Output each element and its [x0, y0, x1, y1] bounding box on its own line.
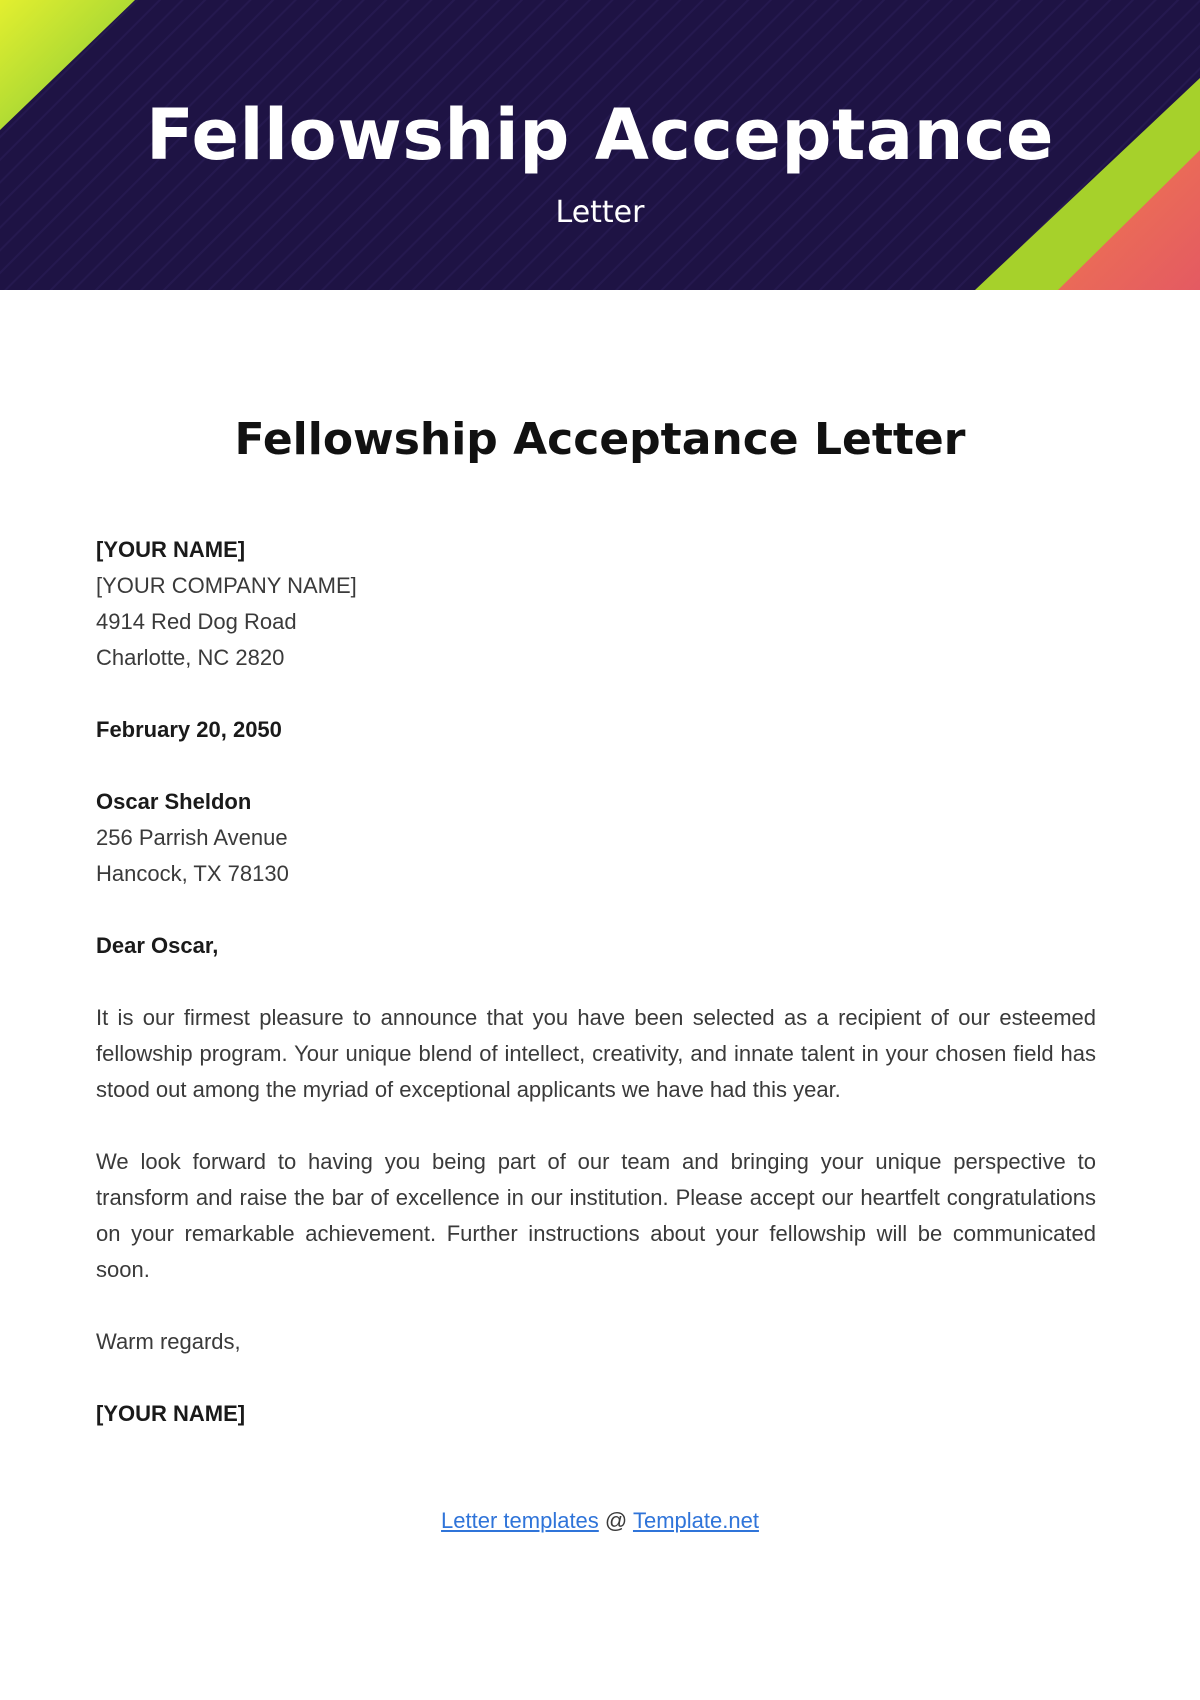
salutation: Dear Oscar,	[96, 933, 219, 958]
signature-name: [YOUR NAME]	[96, 1401, 246, 1426]
spacer	[96, 1108, 1096, 1144]
closing: Warm regards,	[96, 1329, 241, 1354]
banner-subtitle: Letter	[555, 195, 645, 230]
letter-date: February 20, 2050	[96, 717, 282, 742]
spacer	[96, 964, 1096, 1000]
body-paragraph-1: It is our firmest pleasure to announce that you have been selected as a recipient of our esteemed fellowship program. Your unique blend of intellect, creativity, and innate talent in your chosen field has stood out among the myriad of exceptional applicants we have had this year.	[96, 1005, 1096, 1102]
spacer	[96, 1360, 1096, 1396]
letter-body	[96, 532, 1096, 1432]
banner-title: Fellowship Acceptance	[146, 94, 1054, 176]
footer-separator: @	[598, 1508, 633, 1533]
header-banner	[0, 0, 1200, 290]
recipient-city: Hancock, TX 78130	[96, 861, 289, 886]
sender-city: Charlotte, NC 2820	[96, 645, 285, 670]
spacer	[96, 676, 1096, 712]
sender-company: [YOUR COMPANY NAME]	[96, 573, 357, 598]
spacer	[96, 892, 1096, 928]
recipient-street: 256 Parrish Avenue	[96, 825, 288, 850]
spacer	[96, 1288, 1096, 1324]
sender-name: [YOUR NAME]	[96, 537, 246, 562]
body-paragraph-2: We look forward to having you being part of our team and bringing your unique perspective to transform and raise the bar of excellence in our institution. Please accept our heartfelt congratulations on your remarkable achievement. Further instructions about your fellowship will be communicated soon.	[96, 1149, 1096, 1282]
document-title: Fellowship Acceptance Letter	[234, 414, 966, 465]
spacer	[96, 748, 1096, 784]
footer-credit	[0, 1508, 1200, 1534]
sender-street: 4914 Red Dog Road	[96, 609, 297, 634]
recipient-name: Oscar Sheldon	[96, 789, 252, 814]
template-net-link[interactable]: Template.net	[632, 1508, 759, 1533]
letter-templates-link[interactable]: Letter templates	[441, 1508, 599, 1533]
